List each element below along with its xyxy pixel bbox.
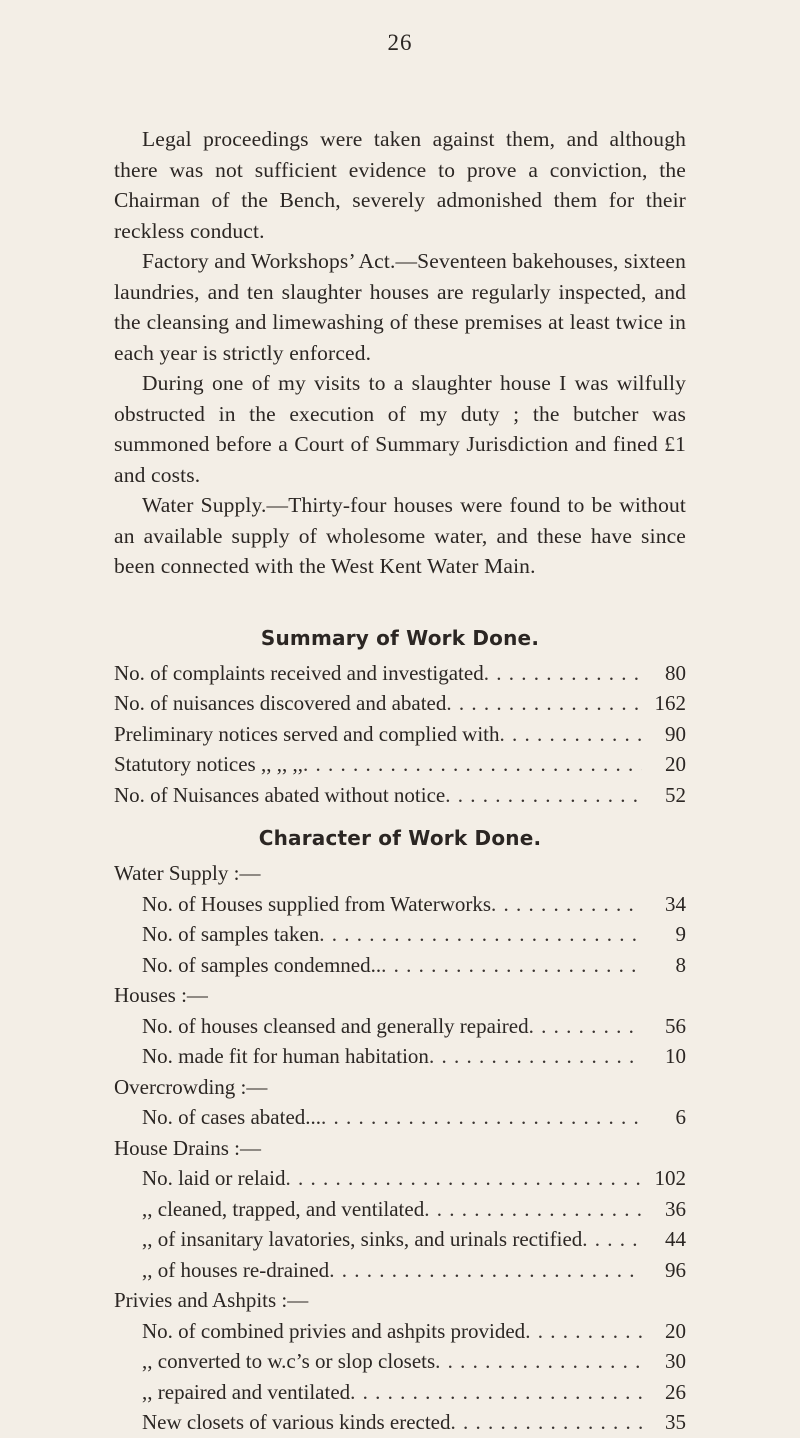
row-value: 80 <box>665 660 686 685</box>
section-label-overcrowding: Overcrowding :— <box>114 1074 268 1099</box>
section-label-houses: Houses :— <box>114 983 208 1007</box>
row-value: 36 <box>665 1196 686 1221</box>
row-label: No. of combined privies and ashpits provided <box>142 1318 526 1343</box>
row-value: 8 <box>675 952 686 977</box>
row-value: 6 <box>675 1105 686 1129</box>
row-value: 20 <box>665 1318 686 1343</box>
leader-dots <box>381 950 642 981</box>
row-label: No. of cases abated... <box>142 1105 322 1129</box>
character-row <box>114 1255 686 1286</box>
row-label: ,, of houses re-drained <box>142 1257 330 1282</box>
character-row <box>114 1194 686 1225</box>
leader-dots <box>285 1163 642 1194</box>
row-label: No. of nuisances discovered and abated <box>114 691 447 715</box>
paragraph-legal-proceedings: Legal proceedings were taken against them, and although there was not sufficient evidence to prove a conviction, the Chairman of the Bench, severely admonished them for their reckless conduct. <box>114 127 686 243</box>
character-row <box>114 1041 686 1072</box>
character-row <box>114 1224 686 1255</box>
leader-dots <box>484 658 642 689</box>
character-row <box>114 1163 686 1194</box>
leader-dots <box>500 719 643 750</box>
row-value: 56 <box>665 1013 686 1038</box>
leader-dots <box>582 1224 642 1255</box>
row-label: Preliminary notices served and complied with <box>114 721 500 746</box>
character-heading: Character of Work Done. <box>258 826 542 850</box>
character-row <box>114 1011 686 1042</box>
leader-dots <box>445 780 642 811</box>
leader-dots <box>529 1011 642 1042</box>
paragraph-slaughter-house: During one of my visits to a slaughter house I was wilfully obstructed in the execution of my duty ; the butcher was summoned before a Court of Summary Jurisdiction and fined £1 and costs. <box>114 371 686 487</box>
row-label: No. of houses cleansed and generally repaired <box>142 1013 529 1038</box>
page-number: 26 <box>387 30 413 55</box>
row-label: Statutory notices ,, ,, ,, <box>114 752 303 776</box>
row-value: 34 <box>665 891 686 916</box>
character-row <box>114 1316 686 1347</box>
row-label: No. of Houses supplied from Waterworks <box>142 891 492 916</box>
leader-dots <box>435 1346 642 1377</box>
character-row <box>114 950 686 981</box>
row-label: ,, converted to w.c’s or slop closets <box>142 1349 436 1373</box>
row-label: ,, repaired and ventilated <box>142 1379 351 1404</box>
character-table <box>114 858 686 1438</box>
row-label: No. laid or relaid <box>142 1166 286 1190</box>
character-row <box>114 919 686 950</box>
paragraph-factory-workshops: Factory and Workshops’ Act.—Seventeen bakehouses, sixteen laundries, and ten slaughter houses are regularly inspected, and the cleansing and limewashing of these premises at least twice in each year is strictly enforced. <box>114 249 687 365</box>
character-row <box>114 1377 686 1408</box>
summary-heading: Summary of Work Done. <box>260 625 540 650</box>
summary-row <box>114 658 686 689</box>
character-row <box>114 1407 686 1438</box>
leader-dots <box>429 1041 642 1072</box>
leader-dots <box>525 1316 642 1347</box>
row-value: 90 <box>665 721 686 746</box>
row-label: ,, cleaned, trapped, and ventilated <box>142 1196 425 1221</box>
summary-row <box>114 749 686 780</box>
leader-dots <box>446 688 642 719</box>
section-label-water-supply: Water Supply :— <box>114 861 261 885</box>
summary-row <box>114 780 686 811</box>
row-value: 9 <box>675 922 686 946</box>
row-value: 96 <box>665 1257 686 1282</box>
character-row <box>114 1346 686 1377</box>
summary-table <box>114 658 686 811</box>
row-value: 35 <box>665 1410 686 1434</box>
row-value: 52 <box>665 782 686 807</box>
section-label-privies: Privies and Ashpits :— <box>114 1288 309 1312</box>
row-label: No. made fit for human habitation <box>142 1044 429 1068</box>
leader-dots <box>451 1407 643 1438</box>
leader-dots <box>491 889 642 920</box>
leader-dots <box>321 1102 642 1133</box>
row-value: 30 <box>665 1349 686 1373</box>
summary-row <box>114 719 686 750</box>
leader-dots <box>303 749 642 780</box>
row-label: ,, of insanitary lavatories, sinks, and urinals rectified <box>142 1227 583 1251</box>
row-label: No. of samples condemned.. <box>142 952 382 977</box>
leader-dots <box>424 1194 642 1225</box>
character-row <box>114 889 686 920</box>
character-row <box>114 1102 686 1133</box>
summary-row <box>114 688 686 719</box>
paragraph-water-supply: Water Supply.—Thirty-four houses were found to be without an available supply of wholesome water, and these have since been connected with the West Kent Water Main. <box>114 493 686 578</box>
row-value: 10 <box>665 1044 686 1068</box>
row-value: 20 <box>665 752 686 776</box>
leader-dots <box>319 919 642 950</box>
section-label-house-drains: House Drains :— <box>114 1135 261 1160</box>
row-value: 44 <box>665 1227 686 1251</box>
row-value: 102 <box>654 1166 686 1190</box>
page-body <box>114 124 686 1438</box>
row-label: New closets of various kinds erected <box>142 1410 451 1434</box>
row-label: No. of Nuisances abated without notice <box>114 782 446 807</box>
leader-dots <box>350 1377 642 1408</box>
row-label: No. of samples taken <box>142 922 320 946</box>
row-value: 162 <box>654 691 686 715</box>
leader-dots <box>329 1255 642 1286</box>
row-label: No. of complaints received and investigated <box>114 660 484 685</box>
row-value: 26 <box>665 1379 686 1404</box>
